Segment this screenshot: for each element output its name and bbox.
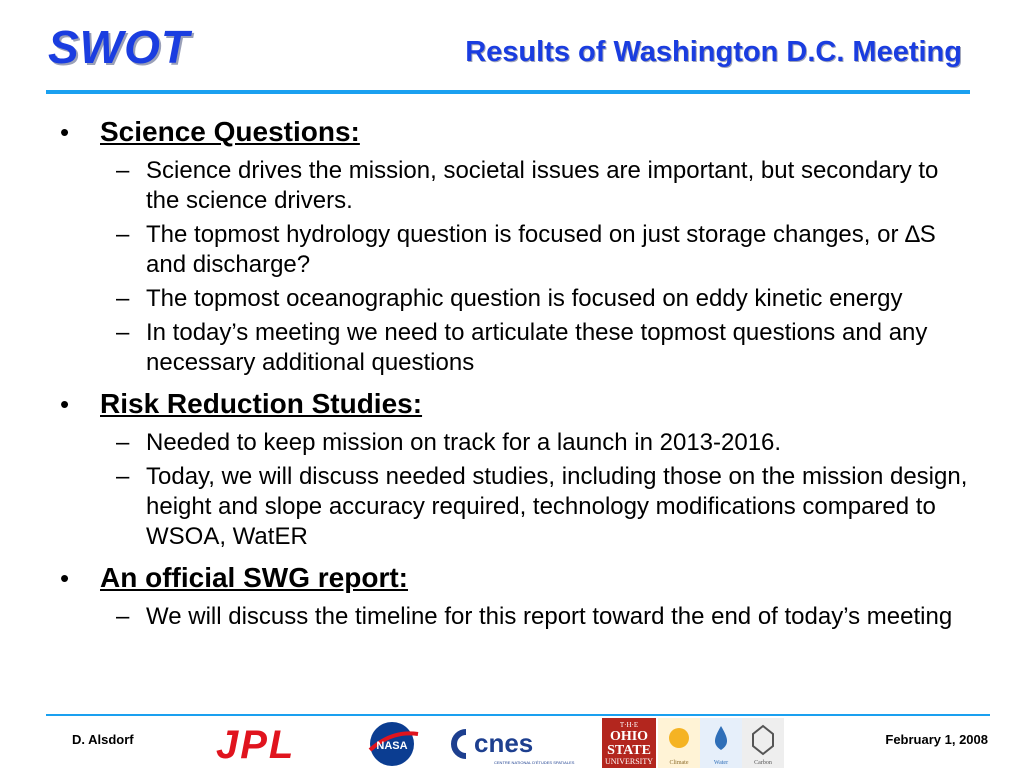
dash-icon: – <box>116 603 130 630</box>
slide-title: Results of Washington D.C. Meeting <box>465 36 962 68</box>
section-heading: Risk Reduction Studies: <box>100 388 423 419</box>
dash-icon: – <box>116 157 130 184</box>
nasa-logo <box>364 720 424 768</box>
bullet-icon: • <box>60 389 70 419</box>
list-item-text: The topmost hydrology question is focused on just storage changes, or ∆S and discharge? <box>146 221 936 278</box>
title-divider <box>46 90 970 94</box>
list-item <box>116 220 970 280</box>
cnes-swirl-icon <box>454 732 466 756</box>
dash-icon: – <box>116 319 130 346</box>
climate-label: Climate <box>669 760 689 766</box>
section-heading: An official SWG report: <box>100 562 408 593</box>
cnes-logo-text: cnes <box>474 728 534 758</box>
osu-line3: STATE <box>607 743 651 758</box>
list-item <box>116 602 970 632</box>
list-item <box>116 156 970 216</box>
sub-list <box>60 156 970 378</box>
list-item-text: We will discuss the timeline for this report toward the end of today’s meeting <box>146 603 953 630</box>
dash-icon: – <box>116 429 130 456</box>
bullet-icon: • <box>60 117 70 147</box>
dash-icon: – <box>116 285 130 312</box>
list-item-text: Needed to keep mission on track for a launch in 2013-2016. <box>146 429 782 456</box>
climate-water-carbon-logo <box>658 718 784 768</box>
sub-list <box>60 602 970 632</box>
section-science-questions <box>60 112 970 152</box>
list-item <box>116 428 970 458</box>
dash-icon: – <box>116 463 130 490</box>
section-heading: Science Questions: <box>100 116 360 147</box>
list-item-text: Today, we will discuss needed studies, including those on the mission design, height and slope accuracy required, technology modifications compared to WSOA, WatER <box>146 463 968 550</box>
list-item-text: Science drives the mission, societal issues are important, but secondary to the science drivers. <box>146 157 939 214</box>
osu-line1: T·H·E <box>619 721 639 729</box>
osu-logo <box>602 718 656 768</box>
bullet-icon: • <box>60 563 70 593</box>
osu-line2: OHIO <box>609 729 649 744</box>
footer-date: February 1, 2008 <box>885 732 988 747</box>
jpl-logo <box>214 723 340 767</box>
osu-line4: UNIVERSITY <box>605 757 653 766</box>
section-risk-reduction <box>60 384 970 424</box>
list-item <box>116 284 970 314</box>
list-item-text: The topmost oceanographic question is focused on eddy kinetic energy <box>146 285 903 312</box>
footer-divider <box>46 714 990 716</box>
footer-author: D. Alsdorf <box>72 732 134 747</box>
sub-list <box>60 428 970 552</box>
dash-icon: – <box>116 221 130 248</box>
swot-logo: SWOT <box>48 21 190 73</box>
section-swg-report <box>60 558 970 598</box>
cnes-logo <box>450 724 575 768</box>
sun-icon <box>669 728 689 748</box>
list-item-text: In today’s meeting we need to articulate these topmost questions and any necessary additional questions <box>146 319 928 376</box>
slide-content <box>60 106 970 636</box>
list-item <box>116 318 970 378</box>
list-item <box>116 462 970 552</box>
cnes-logo-subtitle: CENTRE NATIONAL D'ÉTUDES SPATIALES <box>494 760 575 765</box>
nasa-logo-text: NASA <box>376 740 408 752</box>
carbon-label: Carbon <box>754 760 772 766</box>
water-label: Water <box>713 760 729 766</box>
jpl-logo-text: JPL <box>216 723 296 767</box>
